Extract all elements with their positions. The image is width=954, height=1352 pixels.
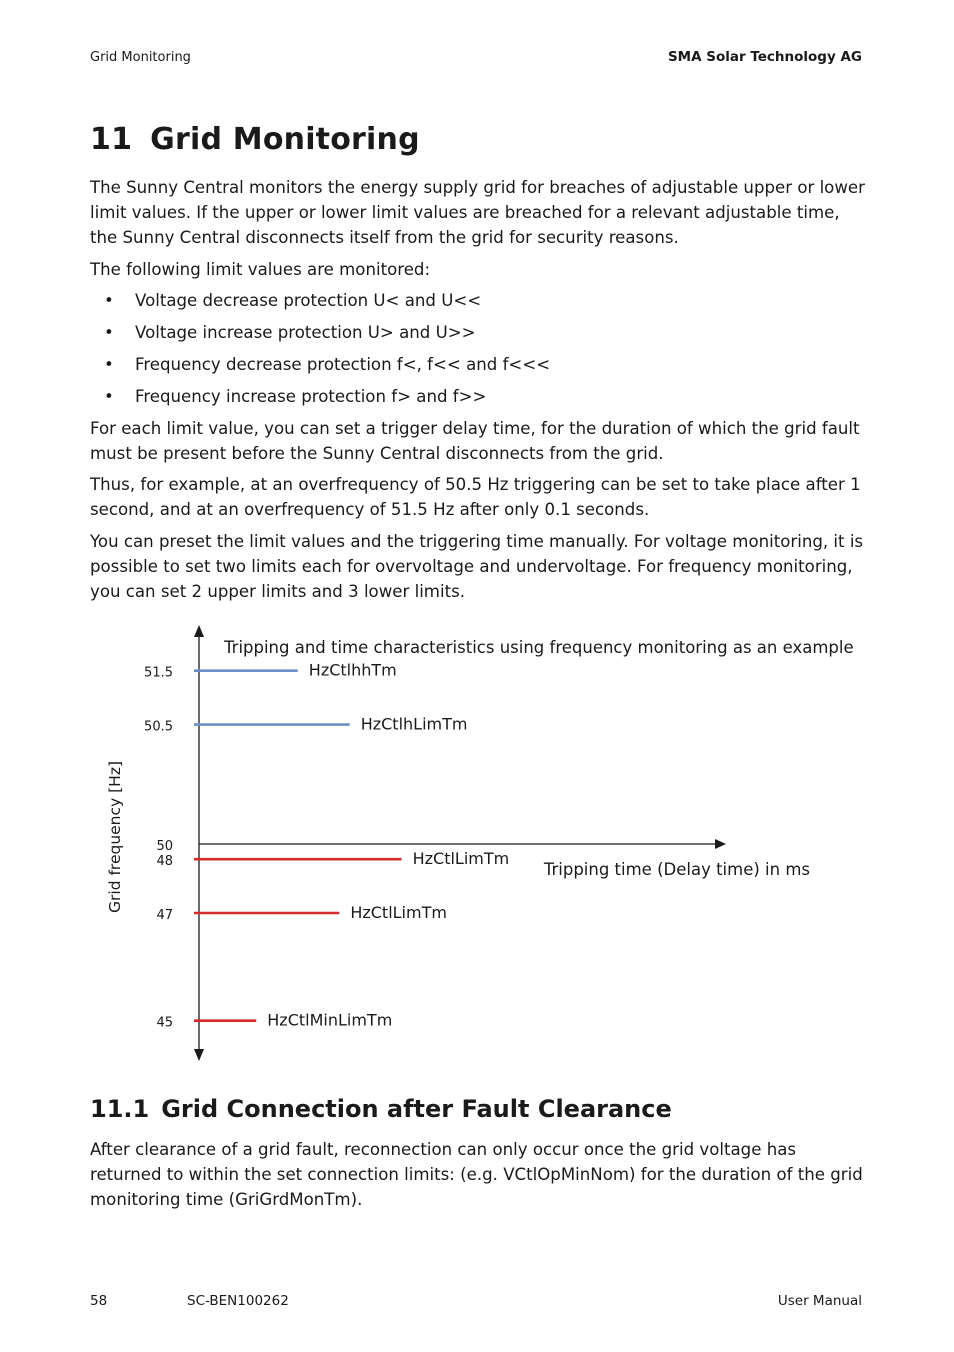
list-item: • Frequency increase protection f> and f>> — [90, 382, 550, 414]
document-id: SC-BEN100262 — [187, 1293, 289, 1309]
delay-paragraph: For each limit value, you can set a trigger delay time, for the duration of which the grid fault must be present before the Sunny Central disconnects from the grid. — [90, 419, 860, 463]
y-axis-label: Grid frequency [Hz] — [106, 760, 124, 914]
chart-title: Tripping and time characteristics using frequency monitoring as an example — [224, 638, 854, 657]
footer-right: User Manual — [777, 1293, 862, 1309]
bar-label: HzCtlLimTm — [350, 903, 447, 922]
section-title-text: Grid Connection after Fault Clearance — [161, 1095, 672, 1123]
running-header-right: SMA Solar Technology AG — [667, 49, 862, 65]
page-number: 58 — [90, 1293, 108, 1309]
y-tick-label: 51.5 — [144, 665, 173, 681]
running-header-left: Grid Monitoring — [90, 50, 191, 65]
y-axis-arrow-down — [194, 1049, 204, 1061]
bar-label: HzCtlhhTm — [308, 660, 397, 680]
y-axis-arrow-up — [194, 625, 204, 637]
monitored-intro: The following limit values are monitored: — [90, 260, 431, 279]
preset-paragraph: You can preset the limit values and the triggering time manually. For voltage monitoring, it is possible to set two limits each for overvoltage and undervoltage. For frequency monitoring, you can set 2 upper limits and 3 lower limits. — [90, 532, 864, 601]
bar-label: HzCtlLimTm — [412, 849, 510, 869]
bullet-dot: • — [104, 387, 114, 406]
list-item: • Frequency decrease protection f<, f<< and f<<< — [90, 350, 550, 382]
y-tick-label: 47 — [156, 908, 173, 923]
x-axis-arrow — [715, 839, 726, 849]
section-title — [90, 1095, 672, 1123]
y-tick-label: 50.5 — [144, 719, 173, 735]
x-axis-label: Tripping time (Delay time) in ms — [543, 860, 810, 879]
example-paragraph: Thus, for example, at an overfrequency of 50.5 Hz triggering can be set to take place after 1 second, and at an overfrequency of 51.5 Hz after only 0.1 seconds. — [90, 475, 861, 519]
bullet-dot: • — [104, 323, 114, 342]
bar-label: HzCtlhLimTm — [360, 714, 468, 734]
list-item: • Voltage decrease protection U< and U<< — [90, 286, 550, 318]
y-tick-label: 45 — [156, 1015, 173, 1031]
bullet-dot: • — [104, 355, 114, 374]
chapter-title — [90, 122, 420, 157]
y-tick-label: 48 — [156, 854, 173, 870]
baseline-tick-label: 50 — [156, 839, 173, 854]
intro-paragraph: The Sunny Central monitors the energy supply grid for breaches of adjustable upper or lower limit values. If the upper or lower limit values are breached for a relevant adjustable time, the Sunny Central disconnects itself from the grid for security reasons. — [90, 178, 865, 247]
chapter-title-text: Grid Monitoring — [150, 122, 420, 157]
limit-values-list — [90, 286, 550, 414]
bar-label: HzCtlMinLimTm — [267, 1010, 393, 1030]
chapter-number: 11 — [90, 122, 133, 157]
section-number: 11.1 — [90, 1095, 150, 1123]
bullet-dot: • — [104, 291, 114, 310]
frequency-chart — [90, 615, 870, 1065]
section-body: After clearance of a grid fault, reconnection can only occur once the grid voltage has returned to within the set connection limits: (e.g. VCtlOpMinNom) for the duration of the grid monitoring time (GriGrdMonTm). — [90, 1140, 863, 1209]
list-item: • Voltage increase protection U> and U>> — [90, 318, 550, 350]
